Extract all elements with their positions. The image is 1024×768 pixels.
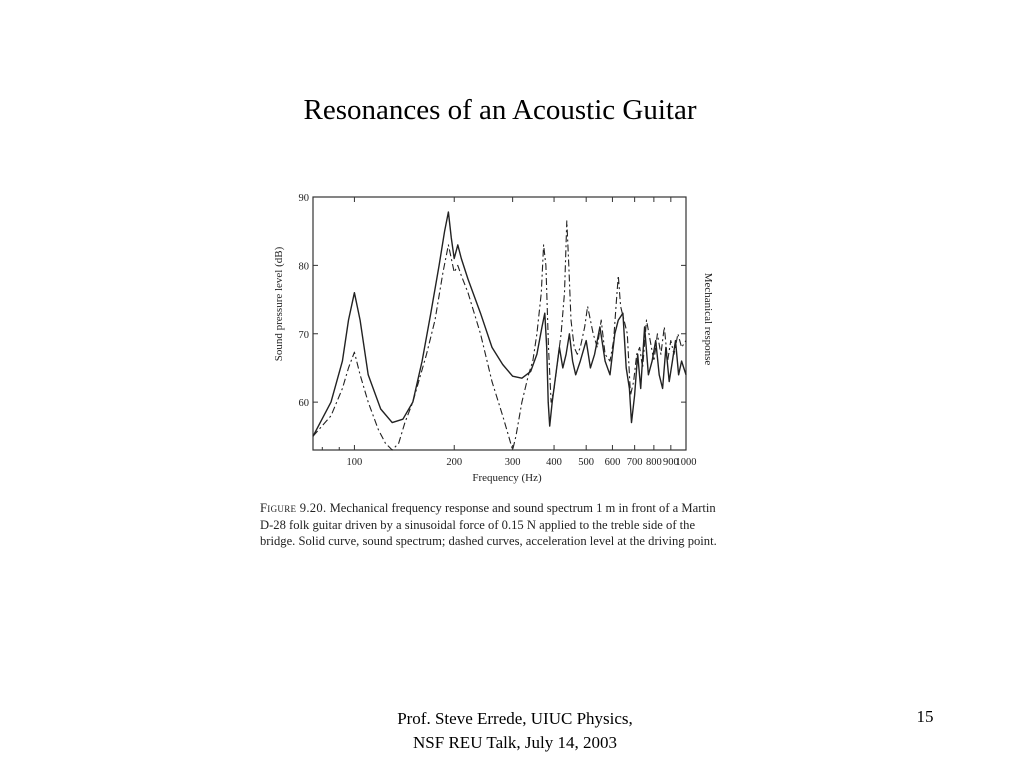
y-tick-label: 60: [298, 398, 309, 410]
y-axis-right-label: Mechanical response: [702, 272, 714, 366]
frequency-response-chart: [255, 183, 735, 493]
chart-svg: [255, 183, 735, 493]
slide-title: Resonances of an Acoustic Guitar: [303, 94, 697, 126]
y-tick-label: 80: [298, 261, 309, 273]
x-tick-label: 200: [446, 457, 463, 468]
figure-label: Figure 9.20.: [260, 501, 327, 515]
page-number: 15: [916, 707, 934, 726]
x-tick-label: 700: [626, 457, 643, 468]
sound-spectrum-curve: [313, 212, 686, 436]
y-axis-label: Sound pressure level (dB): [273, 246, 285, 362]
y-tick-label: 70: [298, 329, 309, 341]
figure-caption: [260, 500, 730, 550]
acceleration-level-curve: [313, 221, 686, 450]
x-tick-label: 800: [645, 457, 662, 468]
y-tick-label: 90: [298, 193, 309, 204]
footer-line-1: Prof. Steve Errede, UIUC Physics,: [397, 709, 633, 728]
x-tick-label: 300: [504, 457, 521, 468]
figure-caption-text: Mechanical frequency response and sound spectrum 1 m in front of a Martin D-28 folk guitar driven by a sinusoidal force of 0.15 N applied to the treble side of the bridge. Solid curve, sound spectrum; dashed curves, acceleration level at the driving point.: [260, 501, 717, 548]
x-axis-label: Frequency (Hz): [472, 472, 542, 484]
footer-line-2: NSF REU Talk, July 14, 2003: [413, 733, 617, 752]
x-tick-label: 400: [546, 457, 562, 468]
x-tick-label: 600: [604, 457, 621, 468]
x-tick-label: 500: [578, 457, 595, 468]
x-tick-label: 900: [662, 457, 679, 468]
x-tick-label: 1000: [675, 457, 697, 468]
x-tick-label: 100: [346, 457, 363, 468]
footer: [340, 707, 690, 755]
plot-frame: [313, 197, 686, 450]
